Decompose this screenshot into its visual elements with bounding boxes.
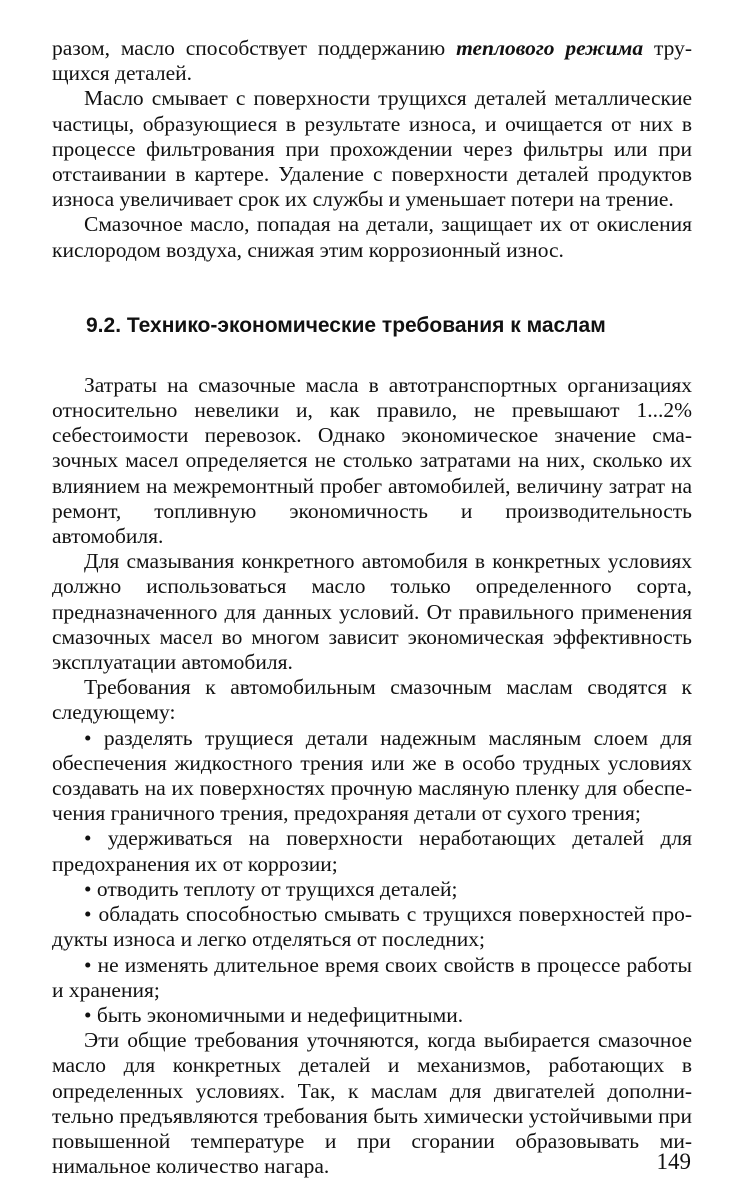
list-item: • быть экономичными и недефицитными.: [84, 1002, 464, 1027]
paragraph-engine-oils: Эти общие требования уточняются, когда выбирается смазочное масло для конкретных деталей и механизмов, работающих в определенных условиях. Так, к маслам для двигателей дополнительно предъявляются требования быть химически устойчивыми при повышенной температуре и при сгорании образовывать минимальное количество нагара.: [52, 1028, 692, 1179]
list-item: • отводить теплоту от трущихся деталей;: [84, 876, 458, 901]
list-item: • не изменять длительное время своих свойств в процессе работы и хранения;: [52, 952, 692, 1002]
list-item: • разделять трущиеся детали надежным масляным слоем для обеспечения жидкостного трения или же в особо трудных условиях создавать на их поверхностях прочную масляную пленку для обеспечения граничного трения, предохраняя детали от сухого трения;: [52, 725, 692, 826]
paragraph-requirements-intro: Требования к автомобильным смазочным маслам сводятся к следующему:: [52, 675, 692, 725]
paragraph-oil-grade: Для смазывания конкретного автомобиля в конкретных условиях должно использоваться масло только определенного сорта, предназначенного для данных условий. От правильного применения смазочных масел во многом зависит экономическая эффективность эксплуатации автомобиля.: [52, 549, 692, 675]
text-run: трущихся деталей.: [52, 36, 693, 86]
paragraph-continuation: [52, 36, 692, 86]
emphasis-text: теплового режима: [456, 36, 644, 60]
list-item: • обладать способностью смывать с трущихся поверхностей продукты износа и легко отделяться от последних;: [52, 902, 692, 952]
paragraph-oil-cleaning: Масло смывает с поверхности трущихся деталей металлические частицы, образующиеся в результате износа, и очищается от них в процессе фильтрования при прохождении через фильтры или при отстаивании в картере. Удаление с поверхности деталей продуктов износа увеличивает срок их службы и уменьшает потери на трение.: [52, 86, 692, 212]
page-body: [52, 36, 692, 1179]
paragraph-costs: Затраты на смазочные масла в автотранспортных организациях относительно невелики и, как правило, не превышают 1...2% себестоимости перевозок. Однако экономическое значение смазочных масел определяется не столько затратами на них, сколько их влиянием на межремонтный пробег автомобилей, величину затрат на ремонт, топливную экономичность и производительность автомобиля.: [52, 372, 692, 549]
text-run: разом, масло способствует поддержанию: [52, 36, 457, 60]
section-heading: 9.2. Технико-экономические требования к маслам: [86, 313, 606, 337]
paragraph-oil-protection: Смазочное масло, попадая на детали, защищает их от окисления кислородом воздуха, снижая этим коррозионный износ.: [52, 212, 692, 262]
list-item: • удерживаться на поверхности неработающих деталей для предохранения их от коррозии;: [52, 826, 692, 876]
page-number: 149: [656, 1149, 691, 1174]
